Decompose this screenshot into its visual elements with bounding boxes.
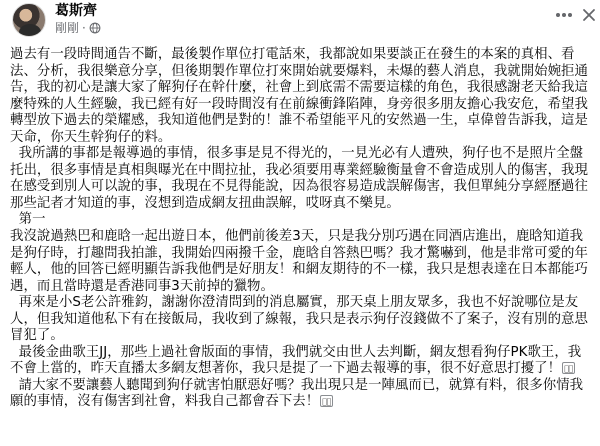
close-icon[interactable] bbox=[580, 4, 598, 26]
author-name[interactable]: 葛斯齊 bbox=[55, 3, 97, 19]
post-paragraph-2: 我所講的事都是報導過的事情，很多事是見不得光的，一見光必有人遭殃，狗仔也不是照片全盤托出，很多事情是真相與曝光在中間拉扯，我必須要用專業經驗衡量會不會造成別人的傷害，我現在感受到別人可以說的事，我現在不見得能說，因為很容易造成誤解傷害，我但單純分享經歷過往那些記者才知道的事，沒想到造成網友扭曲誤解，哎呀真不樂見。 bbox=[10, 146, 588, 211]
post-paragraph-6-block bbox=[10, 378, 594, 411]
globe-icon bbox=[89, 22, 101, 34]
post-paragraph-5-block bbox=[10, 345, 594, 378]
post-body bbox=[10, 47, 594, 411]
post-header bbox=[0, 0, 600, 44]
post-paragraph-3: 我沒說過熱巴和鹿晗一起出遊日本，他們前後差3天，只是我分別巧遇在同酒店進出，鹿晗知道我是狗仔時，打趣問我拍誰，我開始四兩撥千金，鹿晗自答熱巴嗎？我才驚嚇到，他是非常可愛的年輕人，他的回答已經明顯告訴我他們是好朋友！和網友期待的不一樣，我只是想表達在日本都能巧遇，而且當時還是香港同事3天前掉的獵物。 bbox=[10, 229, 588, 294]
emoji-tag-1: 󾭧󾭧 bbox=[564, 364, 573, 374]
emoji-tag-2: 󾭧󾭧 bbox=[322, 397, 331, 407]
post-paragraph-6: 請大家不要讓藝人聽聞到狗仔就害怕厭惡好嗎？我出現只是一陣風而已，就算有料，很多你情我願的事情，沒有傷害到社會，料我自己都會吞下去！ bbox=[10, 377, 584, 410]
post-paragraph-3-heading: 第一 bbox=[10, 212, 46, 228]
avatar[interactable] bbox=[12, 3, 46, 37]
post-timestamp[interactable]: 剛剛 bbox=[55, 21, 80, 35]
post-paragraph-4: 再來是小S老公許雅鈞，謝謝你澄清問到的消息屬實，那天桌上朋友眾多，我也不好說哪位是友人，但我知道他私下有在接飯局，我收到了線報，我只是表示狗仔沒錢做不了案子，沒有別的意思冒犯了。 bbox=[10, 295, 588, 344]
post-paragraph-1: 過去有一段時間通告不斷，最後製作單位打電話來，我都說如果要談正在發生的本案的真相、看法、分析，我很樂意分享，但後期製作單位打來開始就要爆料，未爆的藝人消息，我就開始婉拒通告，我的初心是讓大家了解狗仔在幹什麼，社會上到底需不需要這樣的角色，我很感謝老天給我這麼特殊的人生經驗，我已經有好一段時間沒有在前線衝鋒陷陣，身旁很多朋友擔心我安危，希望我轉型放下過去的榮耀感，我知道他們是對的！誰不希望能平凡的安然過一生，卓偉曾告訴我，這是天命，你天生幹狗仔的料。 bbox=[10, 47, 588, 145]
post-paragraph-5: 最後金曲歌王JJ，那些上過社會版面的事情，我們就交由世人去判斷，網友想看狗仔PK歌王，我不會上當的，昨天直播太多網友想著你，我只是提了一下過去報導的事，很不好意思打擾了！ bbox=[10, 344, 582, 377]
post-meta bbox=[55, 21, 101, 35]
more-dots-icon[interactable] bbox=[551, 4, 577, 26]
dot-separator: · bbox=[82, 21, 86, 35]
